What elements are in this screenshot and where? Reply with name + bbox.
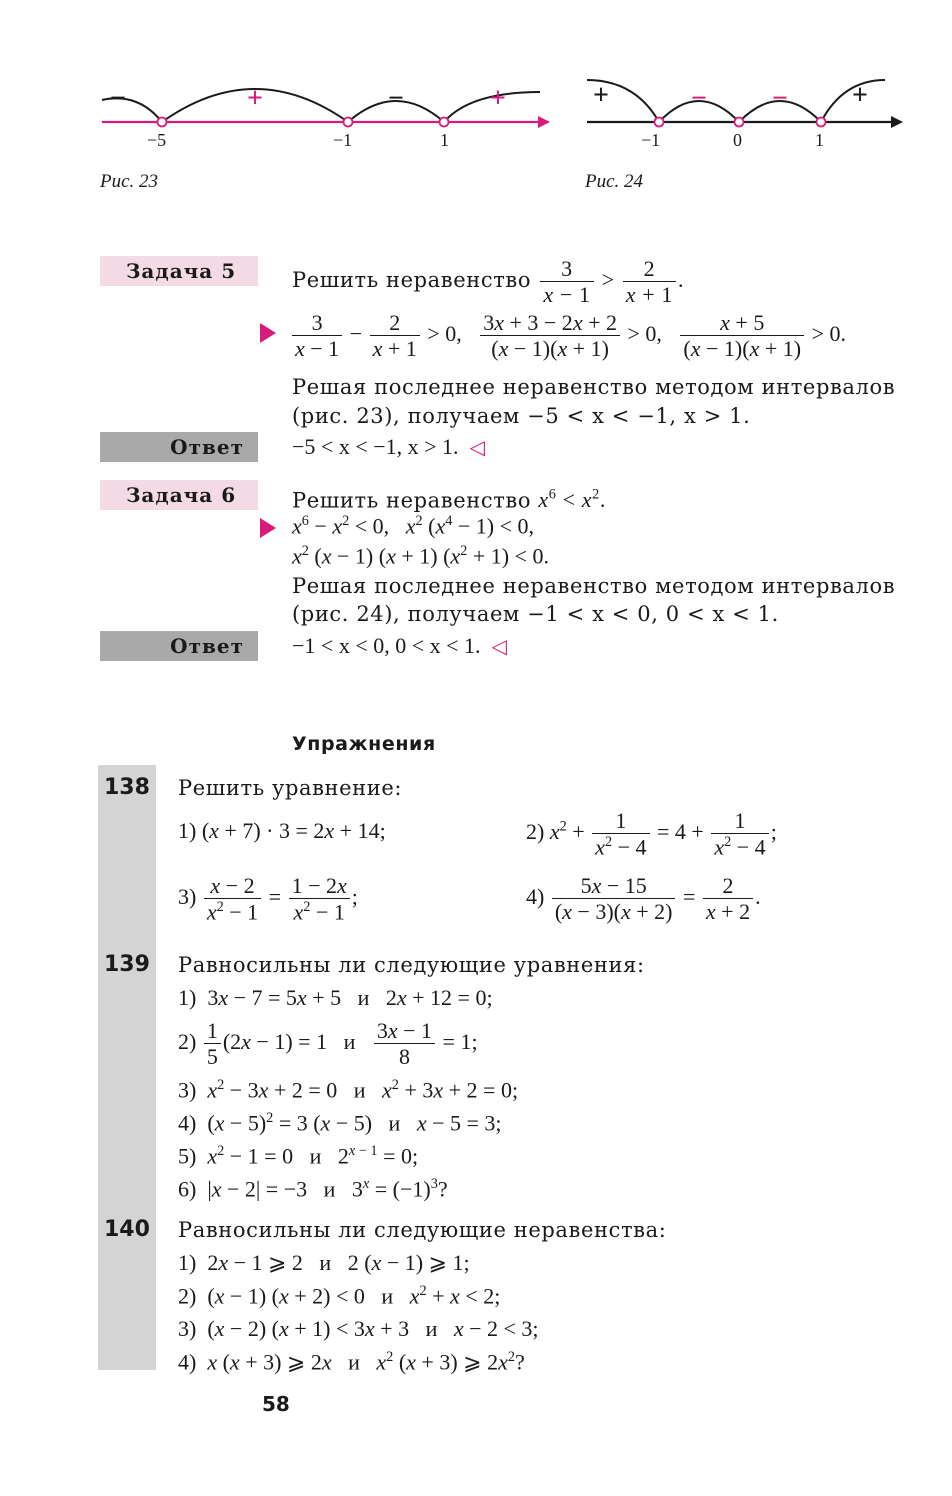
task5-solution-line: $\frac{3}{x - 1}$ − $\frac{2}{x + 1}$ > 0, $\frac{3x + 3 - 2x + 2}{(x - 1)(x + 1)}$ > 0, $\frac{x + 5}{(x - 1)(x + 1)}$ > 0. (290, 310, 846, 362)
exercise-sidebar-bar (98, 765, 156, 1370)
exercise-139-item-4: 4) $(x - 5)^2 = 3$ (x − 5) и x − 5 = 3; (178, 1110, 502, 1136)
task5-answer-label: Ответ (100, 432, 258, 462)
task6-solution-line-1: $x^6 - x^2 < 0$, $x^2$ $(x^4 - 1) < 0$, (292, 513, 534, 539)
task6-answer-label: Ответ (100, 631, 258, 661)
exercise-140-item-3: 3) (x − 2) (x + 1) < 3x + 3 и x − 2 < 3; (178, 1316, 539, 1341)
exercise-139-item-5: 5) $x^2 - 1 = 0$ и $2^{x - 1} = 0$; (178, 1143, 419, 1169)
exercise-138-item-2: 2) $x^2$ + $\frac{1}{x^2 - 4}$ = 4 + $\frac{1}{x^2 - 4}$ ; (526, 808, 777, 860)
fig23-point-label: −1 (333, 130, 353, 150)
exercise-139-item-6: 6) |x − 2| = −3 и $3^x = (-1)^3$? (178, 1176, 448, 1202)
fig24-caption: Рис. 24 (585, 171, 644, 192)
exercise-140-item-1: 1) 2x − 1 ⩾ 2 и 2 (x − 1) ⩾ 1; (178, 1250, 470, 1275)
fig23-point-label: −5 (147, 130, 167, 150)
task5-label: Задача 5 (100, 256, 258, 286)
task5-statement: Решить неравенство $\frac{3}{x - 1}$ > $\frac{2}{x + 1}$ . (292, 256, 685, 308)
fig23-sign-4: + (490, 83, 506, 114)
exercise-138-item-1: 1) (x + 7) · 3 = 2x + 14; (178, 818, 386, 843)
fig23-sign-2: + (247, 83, 263, 114)
exercise-139-item-1: 1) 3x − 7 = 5x + 5 и 2x + 12 = 0; (178, 985, 493, 1010)
solution-marker-icon (260, 323, 276, 343)
exercise-138-item-3: 3) $\frac{x - 2}{x^2 - 1}$ = $\frac{1 - 2x}{x^2 - 1}$ ; (178, 873, 358, 925)
end-of-solution-icon: ◁ (491, 636, 507, 658)
fig23-point-label: 1 (440, 130, 449, 150)
fig24-point-label: 1 (815, 130, 824, 150)
fig23-sign-1: − (110, 83, 126, 114)
task6-result-text: (рис. 24), получаем −1 < x < 0, 0 < x < 1. (292, 602, 779, 626)
fig24-point-label: −1 (641, 130, 661, 150)
exercise-number: 140 (104, 1217, 150, 1242)
exercise-140-title: Равносильны ли следующие неравенства: (178, 1218, 667, 1242)
task5-answer: −5 < x < −1, x > 1. ◁ (292, 434, 485, 459)
exercise-140-item-2: 2) (x − 1) (x + 2) < 0 и $x^2 + x < 2$; (178, 1283, 501, 1309)
exercise-138-title: Решить уравнение: (178, 776, 403, 800)
exercise-139-title: Равносильны ли следующие уравнения: (178, 953, 645, 977)
figure-23-number-line (100, 70, 550, 160)
exercise-139-item-3: 3) $x^2 - 3x + 2 = 0$ и $x^2 + 3x + 2 = 0$; (178, 1077, 519, 1103)
exercises-title: Упражнения (292, 733, 436, 755)
end-of-solution-icon: ◁ (469, 437, 485, 459)
fig24-point-label: 0 (733, 130, 742, 150)
exercise-140-item-4: 4) x (x + 3) ⩾ 2x и $x^2$ (x + 3) ⩾ $2x^2$? (178, 1349, 525, 1375)
exercise-138-item-4: 4) $\frac{5x - 15}{(x - 3)(x + 2)}$ = $\frac{2}{x + 2}$ . (526, 873, 761, 925)
page-number: 58 (262, 1392, 290, 1416)
solution-marker-icon (260, 518, 276, 538)
task6-method-text: Решая последнее неравенство методом интервалов (292, 574, 896, 598)
task6-label: Задача 6 (100, 480, 258, 510)
fig24-sign-4: + (852, 80, 868, 111)
fig23-sign-3: − (388, 83, 404, 114)
task5-result-text: (рис. 23), получаем −5 < x < −1, x > 1. (292, 404, 751, 428)
exercise-139-item-2: 2) $\frac{1}{5}$ (2x − 1) = 1 и $\frac{3x - 1}{8}$ = 1; (178, 1018, 478, 1070)
task6-answer: −1 < x < 0, 0 < x < 1. ◁ (292, 633, 507, 658)
fig24-sign-1: + (593, 80, 609, 111)
task6-statement: Решить неравенство $x^6 < x^2$. (292, 487, 606, 513)
exercise-number: 138 (104, 775, 150, 800)
fig23-caption: Рис. 23 (100, 171, 159, 192)
exercise-number: 139 (104, 952, 150, 977)
fig24-sign-2: − (691, 83, 707, 114)
task5-method-text: Решая последнее неравенство методом интервалов (292, 375, 896, 399)
task6-solution-line-2: $x^2$ (x − 1) (x + 1) $(x^2 + 1) < 0$. (292, 543, 549, 569)
fig24-sign-3: − (772, 83, 788, 114)
